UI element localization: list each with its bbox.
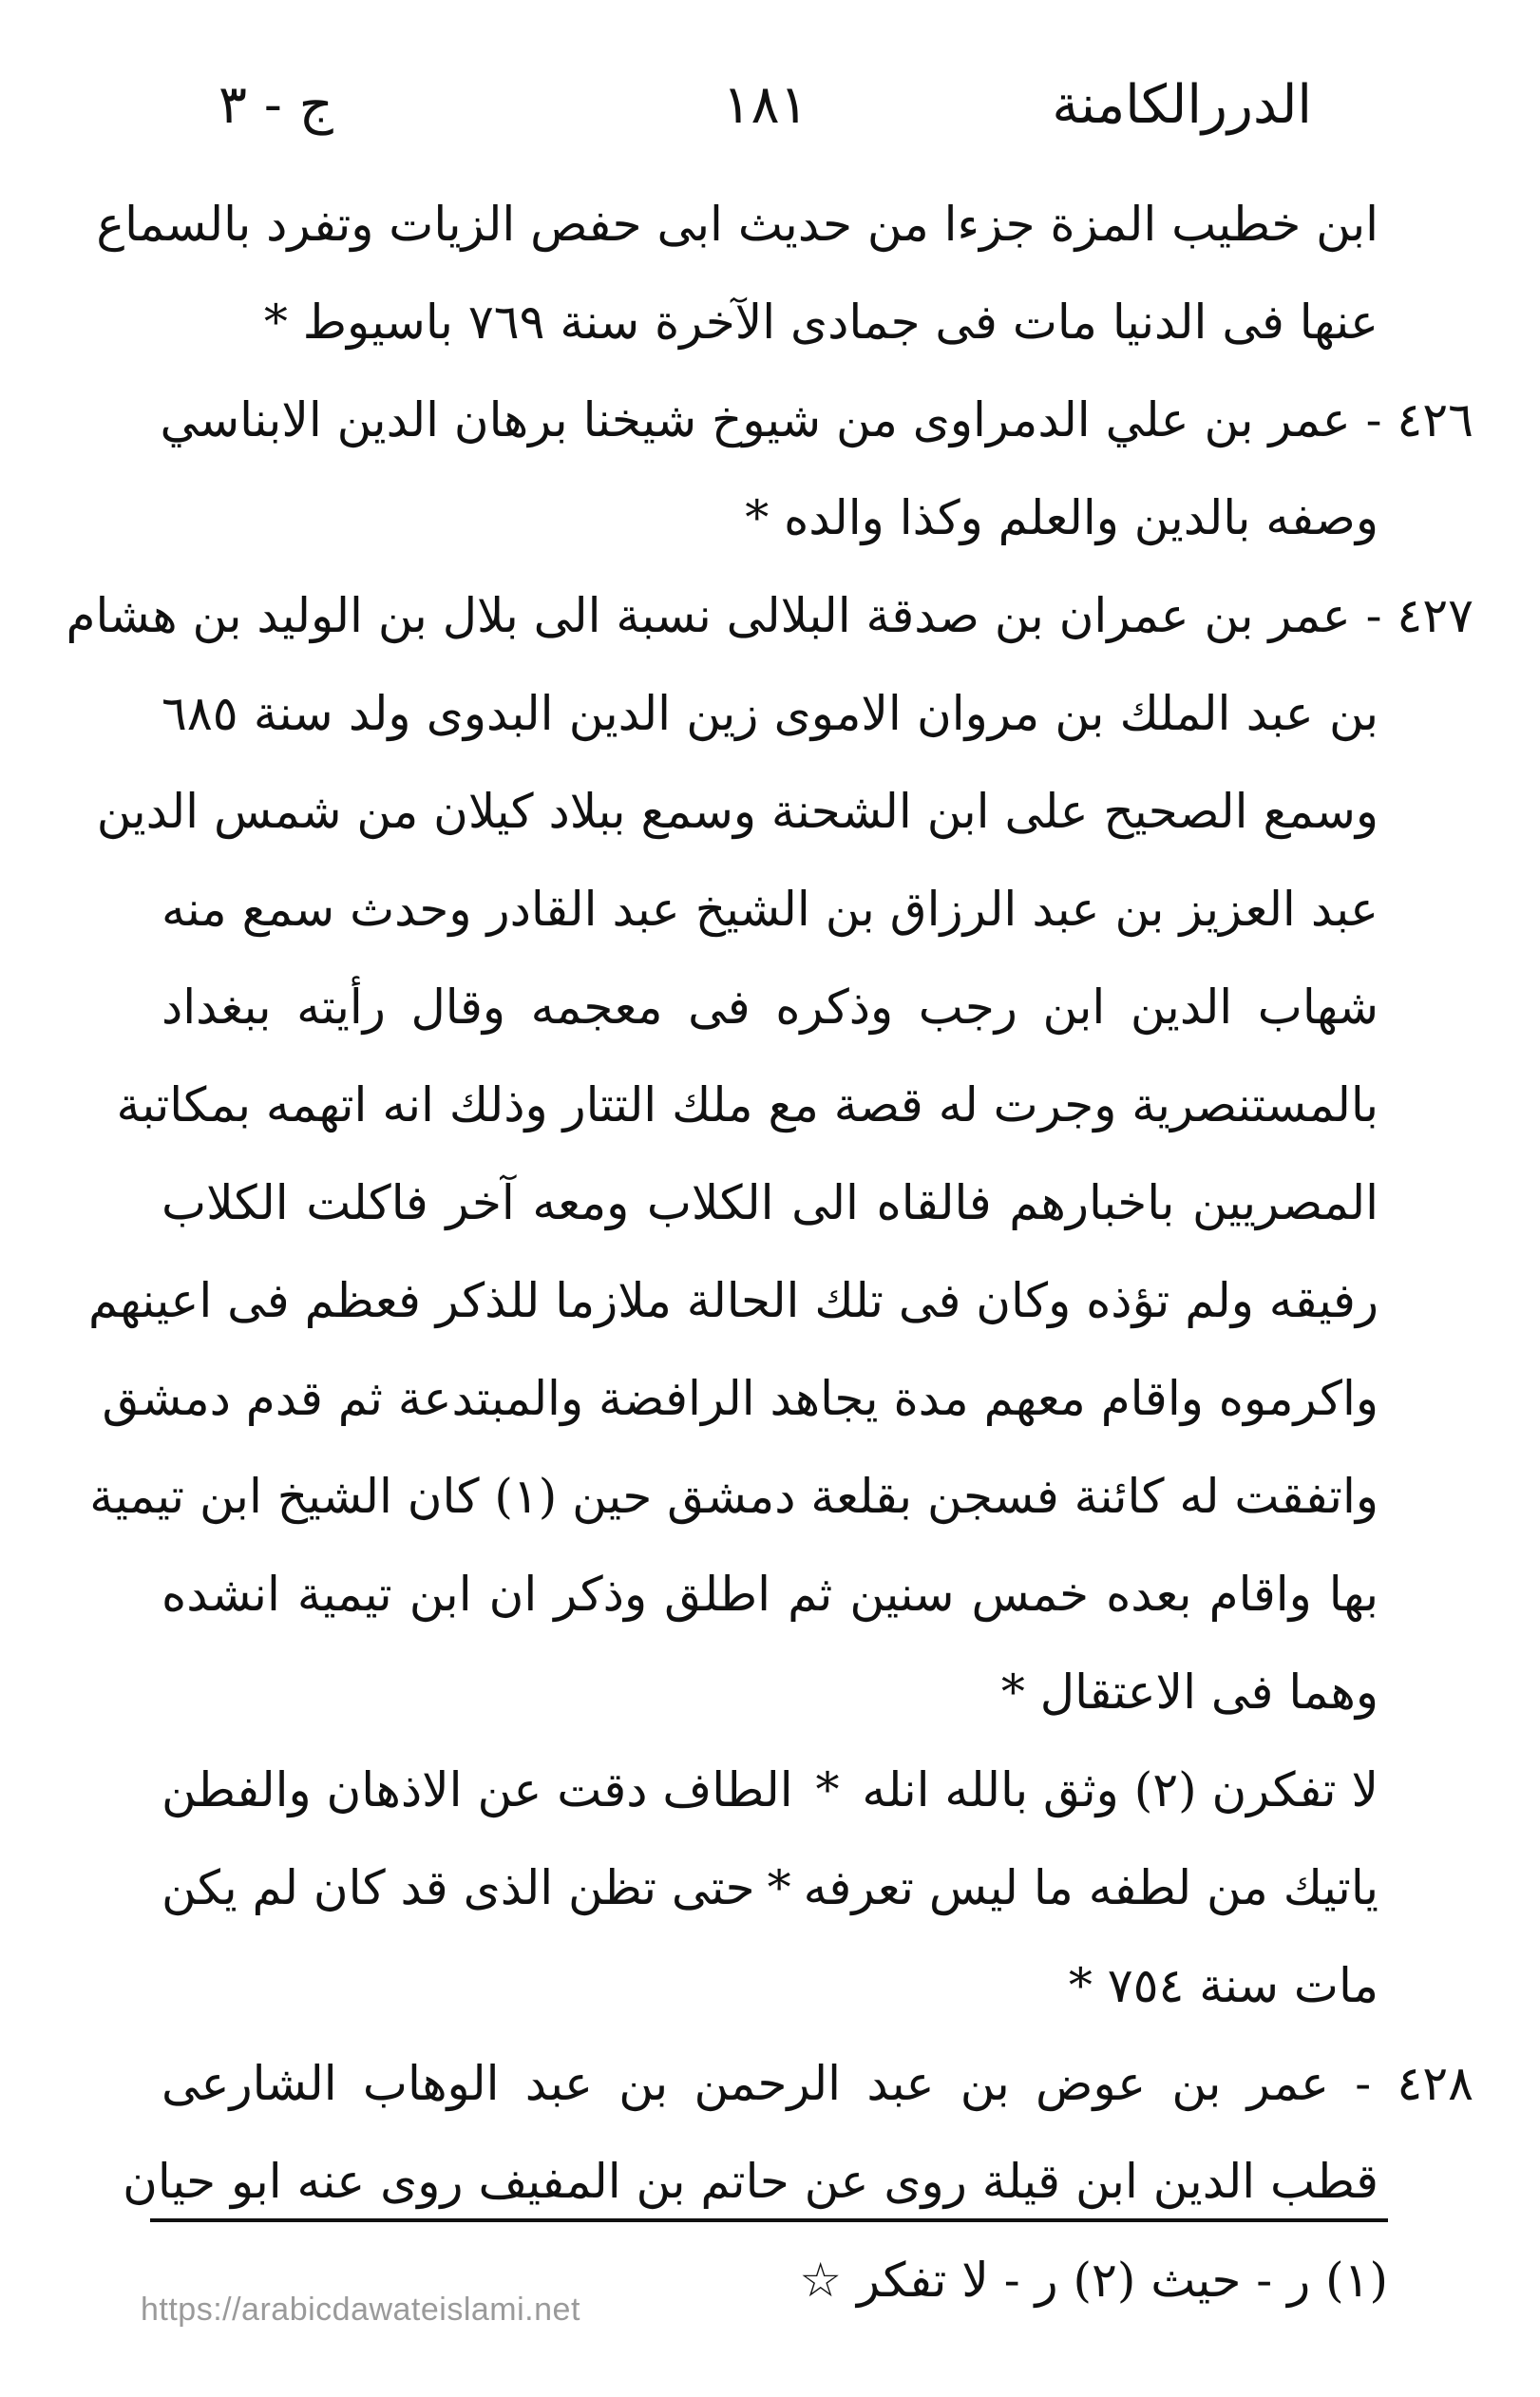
text-line: المصريين باخبارهم فالقاه الى الكلاب ومعه آخر فاكلت الكلاب: [162, 1175, 1378, 1230]
text-line: رفيقه ولم تؤذه وكان فى تلك الحالة ملازما للذكر فعظم فى اعينهم: [87, 1273, 1378, 1328]
page-header: [219, 74, 1312, 179]
text-line: عبد العزيز بن عبد الرزاق بن الشيخ عبد القادر وحدث سمع منه: [162, 882, 1378, 937]
footnote: (١) ر - حيث (٢) ر - لا تفكر ☆: [799, 2253, 1388, 2308]
text-line: بالمستنصرية وجرت له قصة مع ملك التتار وذلك انه اتهمه بمكاتبة: [116, 1077, 1378, 1132]
text-line: وصفه بالدين والعلم وكذا والده *: [745, 490, 1378, 545]
text-line: واتفقت له كائنة فسجن بقلعة دمشق حين (١) كان الشيخ ابن تيمية: [89, 1469, 1378, 1524]
text-line: وهما فى الاعتقال *: [1000, 1665, 1378, 1720]
verse-separator: *: [815, 1762, 840, 1817]
body-text: [66, 176, 1473, 2231]
verse-line: [162, 1839, 1378, 1937]
footnote-divider: [150, 2218, 1388, 2222]
text-line: مات سنة ٧٥٤ *: [1068, 1958, 1378, 2013]
verse-second-hemistich: حتى تظن الذى قد كان لم يكن: [162, 1860, 755, 1915]
text-line: بن عبد الملك بن مروان الاموى زين الدين البدوى ولد سنة ٦٨٥: [162, 686, 1378, 741]
verse-first-hemistich: لا تفكرن (٢) وثق بالله انله: [862, 1762, 1378, 1817]
text-line: ابن خطيب المزة جزءا من حديث ابى حفص الزيات وتفرد بالسماع: [96, 197, 1378, 252]
text-line: واكرموه واقام معهم مدة يجاهد الرافضة والمبتدعة ثم قدم دمشق: [102, 1371, 1378, 1426]
watermark-url: https://arabicdawateislami.net: [141, 2292, 580, 2328]
verse-second-hemistich: الطاف دقت عن الاذهان والفطن: [162, 1762, 793, 1817]
page-number: ١٨١: [722, 74, 808, 136]
verse-separator: *: [767, 1860, 791, 1915]
running-title: الدررالكامنة: [1052, 74, 1312, 136]
text-line: قطب الدين ابن قيلة روى عن حاتم بن المفيف روى عنه ابو حيان: [123, 2154, 1378, 2209]
text-line: بها واقام بعده خمس سنين ثم اطلق وذكر ان ابن تيمية انشده: [162, 1567, 1378, 1622]
text-line: وسمع الصحيح على ابن الشحنة وسمع ببلاد كيلان من شمس الدين: [96, 784, 1378, 839]
verse-line: [162, 1741, 1378, 1839]
entry-428-heading: ٤٢٨ - عمر بن عوض بن عبد الرحمن بن عبد الوهاب الشارعى: [162, 2056, 1473, 2111]
entry-426-heading: ٤٢٦ - عمر بن علي الدمراوى من شيوخ شيخنا برهان الدين الابناسي: [160, 392, 1473, 447]
text-line: عنها فى الدنيا مات فى جمادى الآخرة سنة ٧٦٩ باسيوط *: [263, 295, 1378, 350]
entry-427-heading: ٤٢٧ - عمر بن عمران بن صدقة البلالى نسبة الى بلال بن الوليد بن هشام: [66, 588, 1473, 643]
text-line: شهاب الدين ابن رجب وذكره فى معجمه وقال رأيته ببغداد: [162, 980, 1378, 1035]
verse-first-hemistich: ياتيك من لطفه ما ليس تعرفه: [803, 1860, 1378, 1915]
volume-label: ج - ٣: [219, 74, 333, 136]
